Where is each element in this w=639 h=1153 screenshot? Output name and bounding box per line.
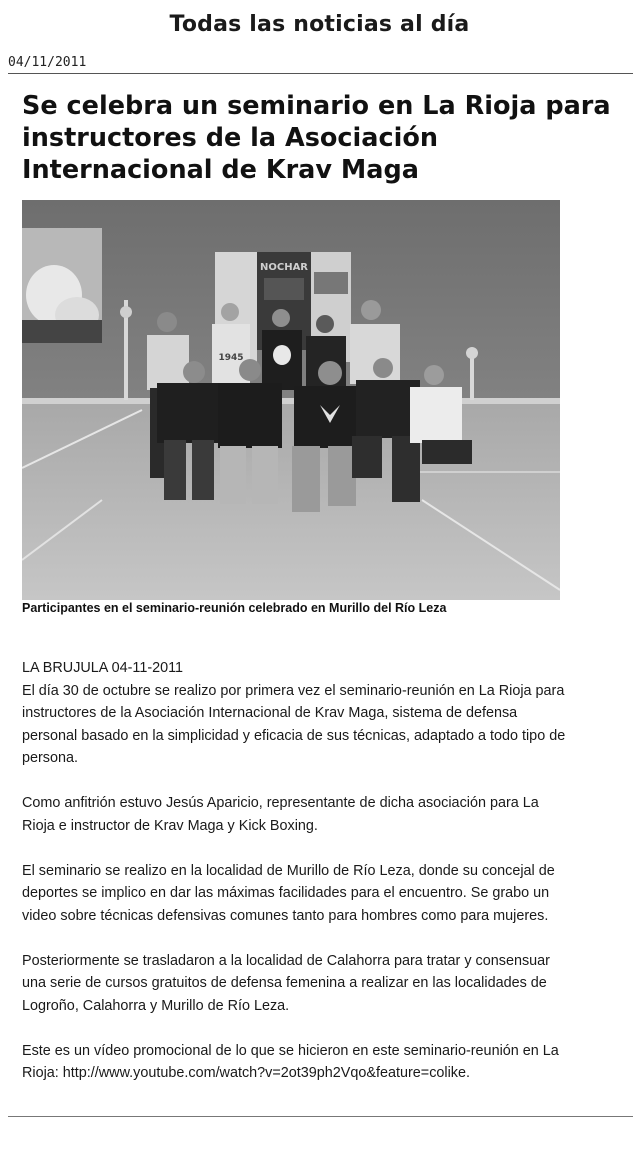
- shirt-text: 1945: [218, 353, 244, 363]
- headline-line: instructores de la Asociación: [22, 123, 439, 153]
- banner-text: NOCHAR: [259, 262, 309, 273]
- article-headline: [22, 90, 637, 186]
- paragraph: El día 30 de octubre se realizo por primera vez el seminario-reunión en La Rioja para instructores de la Asociación Internacional de Krav Maga, sistema de defensa personal basado en la simplicidad y eficacia de sus técnicas, adaptado a todo tipo de persona.: [22, 682, 566, 766]
- top-divider: [8, 73, 633, 74]
- group-photo-illustration: [22, 200, 560, 600]
- youtube-link-line[interactable]: Rioja: http://www.youtube.com/watch?v=2ot39ph2Vqo&feature=colike.: [22, 1065, 470, 1081]
- article-body: [22, 657, 632, 1085]
- paragraph: El seminario se realizo en la localidad de Murillo de Río Leza, donde su concejal de deportes se implico en dar las máximas facilidades para el encuentro. Se grabo un video sobre técnicas defensivas comunes tanto para hombres como para mujeres.: [22, 862, 555, 924]
- masthead-title: Todas las noticias al día: [169, 12, 470, 37]
- issue-date: 04/11/2011: [8, 55, 87, 70]
- paragraph: Como anfitrión estuvo Jesús Aparicio, representante de dicha asociación para La Rioja e instructor de Krav Maga y Kick Boxing.: [22, 795, 539, 834]
- paragraph: Este es un vídeo promocional de lo que se hicieron en este seminario-reunión en La Rioja: http://www.youtube.com/watch?v=2ot39ph2Vqo&feature=colike.: [22, 1040, 632, 1085]
- headline-line: Se celebra un seminario en La Rioja para: [22, 91, 611, 121]
- source-line: LA BRUJULA 04-11-2011: [22, 660, 184, 676]
- article-photo: [22, 200, 560, 600]
- bottom-divider: [8, 1116, 633, 1117]
- photo-caption: Participantes en el seminario-reunión celebrado en Murillo del Río Leza: [22, 601, 447, 615]
- paragraph: Posteriormente se trasladaron a la localidad de Calahorra para tratar y consensuar una serie de cursos gratuitos de defensa femenina a realizar en las localidades de Logroño, Calahorra y Murillo de Río Leza.: [22, 952, 550, 1014]
- headline-line: Internacional de Krav Maga: [22, 155, 419, 185]
